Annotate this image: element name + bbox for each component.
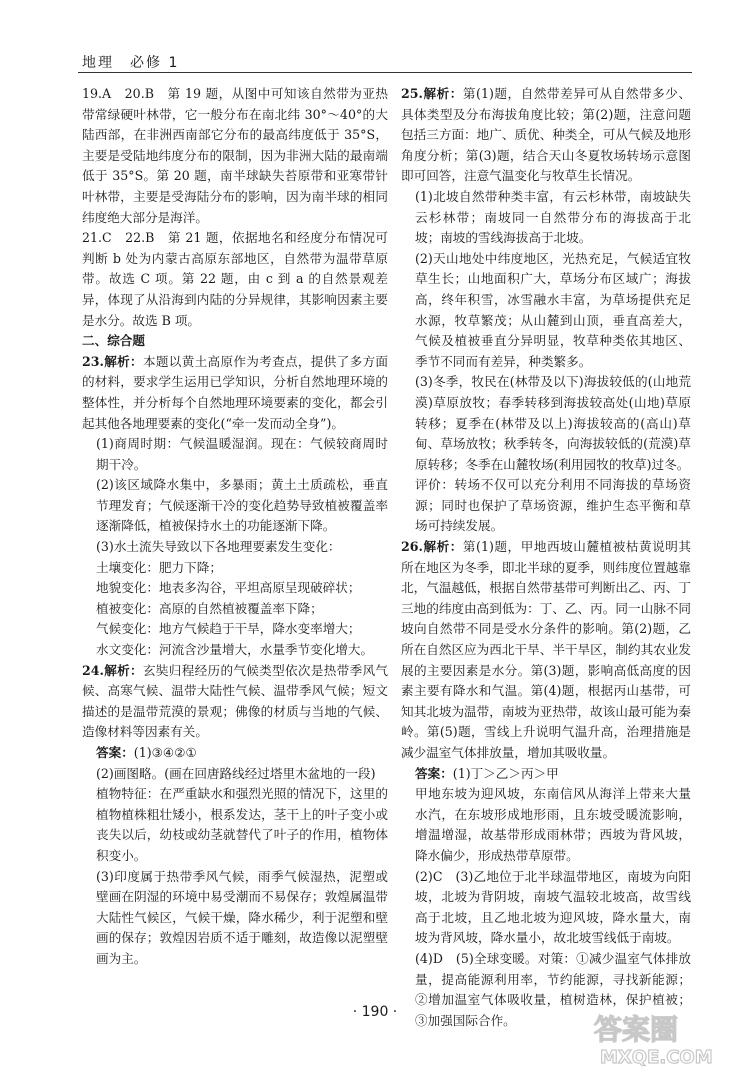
question-26-answer-1b: 甲地东坡为迎风坡，东南信风从海洋上带来大量水汽，在东坡形成地形雨，且东坡受暖流影响，增温增湿，故基带形成雨林带；西坡为背风坡，降水偏少，形成热带草原带。 — [415, 786, 691, 863]
list-item: 水文变化：河流含沙量增大，水量季节变化增大。 — [96, 642, 374, 658]
list-item: 气候变化：地方气候趋于干旱，降水变率增大； — [96, 621, 361, 637]
question-26-answer-2: (2)C (3)乙地位于北半球温带地区，南坡为向阳坡，北坡为背阴坡，南坡气温较北坡高，故雪线高于北坡，且乙地北坡为迎风坡，降水量大，南坡为背风坡，降水量小，故北坡雪线低于南坡。 — [415, 868, 691, 946]
question-26 — [401, 537, 691, 764]
question-23-answer-2: (2)该区域降水集中，多暴雨；黄土土质疏松，垂直节理发育；气候逐渐干冷的变化趋势导致植被覆盖率逐渐降低，植被保持水土的功能逐渐下降。 — [96, 477, 388, 534]
question-25-analysis: 第(1)题，自然带差异可从自然带多少、具体类型及分布海拔角度比较；第(2)题，注意问题包括三方面：地广、质优、种类全，可从气候及地形角度分析；第(3)题，结合天山冬夏牧场转场示意图即可回答，注意气温变化与牧草生长情况。 — [401, 86, 691, 184]
question-25-answer-2: (2)天山地处中纬度地区，光热充足，气候适宜牧草生长；山地面积广大，草场分布区域广；海拔高，终年积雪，冰雪融水丰富，为草场提供充足水源，牧草繁茂；从山麓到山顶，垂直高差大，气候及植被垂直分异明显，牧草种类依其地区、季节不同而有差异，种类繁多。 — [415, 250, 691, 369]
svg-text:答案圈: 答案圈 — [594, 1013, 679, 1046]
header-rule — [78, 72, 692, 73]
question-26-label: 26.解析： — [401, 539, 463, 555]
question-23-label: 23.解析： — [82, 353, 143, 369]
question-24-analysis: 玄奘归程经历的气候类型依次是热带季风气候、高寒气候、温带大陆性气候、温带季风气候；短文描述的是温带荒漠的景观；佛像的材质与当地的气候、造像材料等因素有关。 — [82, 662, 388, 740]
question-23-analysis: 本题以黄土高原作为考查点，提供了多方面的材料，要求学生运用已学知识，分析自然地理环境的整体性，并分析每个自然地理环境要素的变化，都会引起其他各地理要素的变化(“牵一发而动全身”)。 — [82, 353, 388, 431]
question-24-label: 24.解析： — [82, 662, 143, 678]
question-23-answer-1: (1)商周时期：气候温暖湿润。现在：气候较商周时期干冷。 — [96, 436, 388, 472]
watermark-logo — [590, 1009, 740, 1067]
question-23 — [82, 352, 388, 434]
question-26-answer-1: 答案：(1)丁＞乙＞丙＞甲 — [415, 765, 559, 781]
question-26-answer-4: (4)D (5)全球变暖。对策：①减少温室气体排放量，提高能源利用率，节约能源，寻找新能源；②增加温室气体吸收量，植树造林，保护植被；③加强国际合作。 — [415, 950, 691, 1028]
list-item: 地貌变化：地表多沟谷，平坦高原呈现破碎状； — [96, 580, 361, 596]
question-25-answer-3: (3)冬季，牧民在(林带及以下)海拔较低的(山地荒漠)草原放牧；春季转移到海拔较高处(山地)草原转移；夏季在(林带及以上)海拔较高的(高山)草甸、草场放牧；秋季转冬，向海拔较低的(荒漠)草原转移；冬季在山麓牧场(利用园牧的牧草)过冬。 — [415, 374, 691, 472]
answer-label: 答案： — [96, 745, 134, 760]
question-24-answer-1: 答案：(1)③④②① — [96, 745, 197, 760]
answer-label: 答案： — [415, 765, 453, 781]
question-23-answer-3: (3)水土流失导致以下各地理要素发生变化： — [96, 539, 341, 555]
answer-21-22: 21.C 22.B 第 21 题，依据地名和经度分布情况可判断 b 处为内蒙古高原东部地区，自然带为温带草原带。故选 C 项。第 22 题，由 c 到 a 的自然景观差异，体现了从沿海到内陆的分异规律，其影响因素主要是水分。故选 B 项。 — [82, 230, 388, 328]
question-25-evaluation: 评价：转场不仅可以充分利用不同海拔的草场资源；同时也保护了草场资源，维护生态平衡和草场可持续发展。 — [415, 477, 691, 534]
page-header: 地理 必修 1 — [82, 55, 180, 71]
question-25-answer-1: (1)北坡自然带种类丰富，有云杉林带，南坡缺失云杉林带；南坡同一自然带分布的海拔高于北坡；南坡的雪线海拔高于北坡。 — [415, 188, 691, 246]
list-item: 土壤变化：肥力下降； — [96, 559, 222, 575]
question-26-analysis: 第(1)题，甲地西坡山麓植被枯黄说明其所在地区为冬季，即北半球的夏季，则纬度位置越靠北，气温越低，根据自然带基带可判断出乙、丙、丁三地的纬度由高到低为：丁、乙、丙。同一山脉不同坡向自然带不同是受水分条件的影响。第(2)题，乙所在自然区应为西北干旱、半干旱区，制约其农业发展的主要因素是水分。第(3)题，影响高低高度的因素主要有降水和气温。第(4)题，根据丙山基带，可知其北坡为温带，南坡为亚热带，故该山最可能为秦岭。第(5)题，雪线上升说明气温升高，治理措施是减少温室气体排放量，增加其吸收量。 — [401, 539, 691, 760]
question-25 — [401, 84, 691, 187]
section-heading: 二、综合题 — [82, 333, 145, 349]
question-24-answer-3: (3)印度属于热带季风气候，雨季气候湿热，泥塑或壁画在阴湿的环境中易受潮而不易保存；敦煌属温带大陆性气候区，气候干燥，降水稀少，利于泥塑和壁画的保存；敦煌因岩质不适于雕刻，故造像以泥塑壁画为主。 — [96, 868, 388, 966]
question-24-answer-2: (2)画图略。(画在回唐路线经过塔里木盆地的一段) — [96, 765, 376, 781]
left-column — [82, 84, 388, 970]
svg-text:MXQE.COM: MXQE.COM — [600, 1047, 713, 1067]
question-24 — [82, 661, 388, 743]
question-25-label: 25.解析： — [401, 86, 463, 101]
right-column — [401, 84, 691, 1031]
answer-19-20: 19.A 20.B 第 19 题，从图中可知该自然带为亚热带常绿硬叶林带，它一般分布在南北纬 30°～40°的大陆西部，在非洲西南部它分布的最高纬度低于 35°S，主要是受陆地纬度分布的限制，因为非洲大陆的最南端低于 35°S。第 20 题，南半球缺失苔原带和亚寒带针叶林带，主要是受海陆分布的影响，因为南半球的相同纬度绝大部分是海洋。 — [82, 86, 388, 225]
list-item: 植被变化：高原的自然植被覆盖率下降； — [96, 600, 323, 616]
page-number: · 190 · — [352, 1004, 398, 1020]
question-24-answer-2b: 植物特征：在严重缺水和强烈光照的情况下，这里的植物植株粗壮矮小，根系发达，茎干上的叶子变小或丧失以后，幼枝或幼茎就替代了叶子的作用，植物体积变小。 — [96, 786, 388, 863]
